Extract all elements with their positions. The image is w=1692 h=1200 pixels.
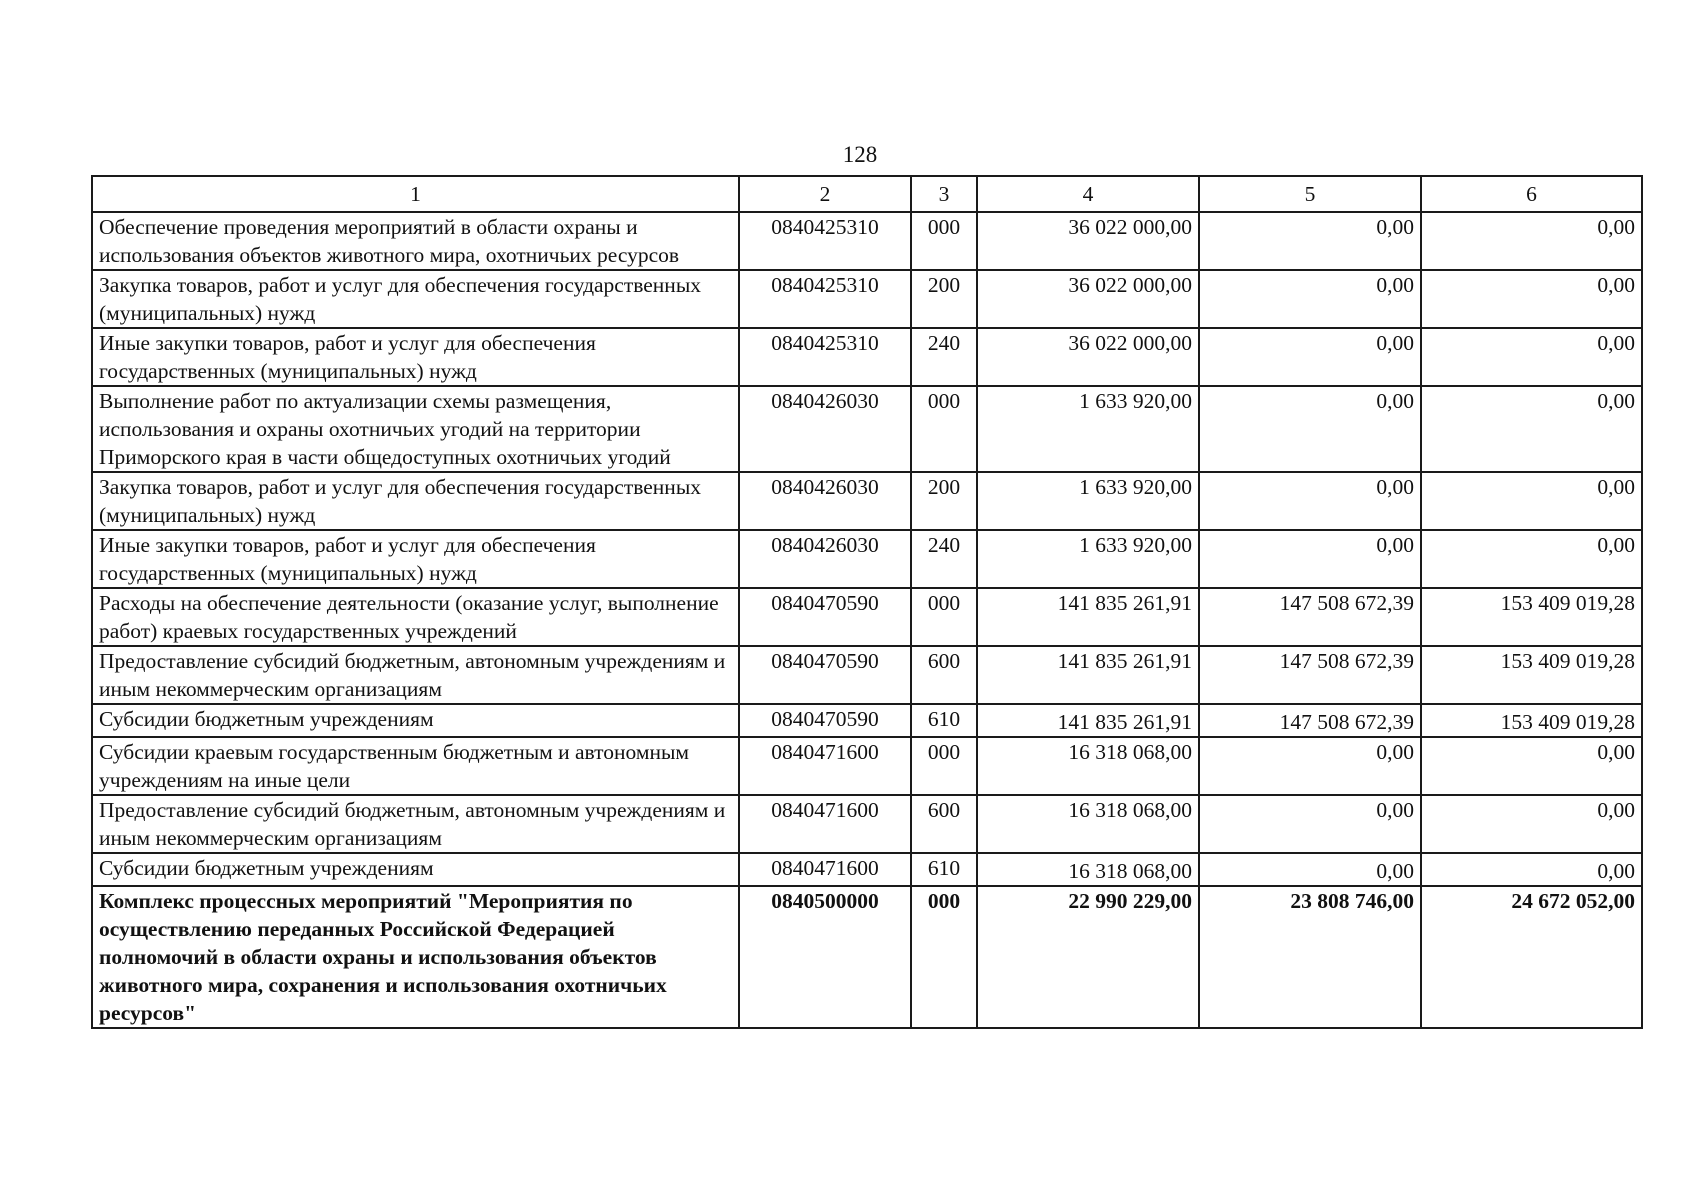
- row-code-cell: 0840470590: [739, 704, 911, 737]
- row-name-cell: Комплекс процессных мероприятий "Мероприятия по осуществлению переданных Российской Федерацией полномочий в области охраны и использования объектов животного мира, сохранения и использования охотничьих ресурсов": [92, 886, 739, 1028]
- row-code-cell: 0840426030: [739, 530, 911, 588]
- table-row: [92, 704, 1642, 737]
- table-row: [92, 328, 1642, 386]
- row-value-col4-cell: 141 835 261,91: [977, 588, 1199, 646]
- row-value-col4-cell: 36 022 000,00: [977, 270, 1199, 328]
- table-body: [92, 212, 1642, 1028]
- row-value-col6-cell: 0,00: [1421, 530, 1642, 588]
- table-row: [92, 472, 1642, 530]
- row-value-col4-cell: 141 835 261,91: [977, 704, 1199, 737]
- row-code-cell: 0840425310: [739, 270, 911, 328]
- row-value-col5-cell: 0,00: [1199, 853, 1421, 886]
- table-row: [92, 530, 1642, 588]
- row-value-col6-cell: 0,00: [1421, 472, 1642, 530]
- row-name-cell: Иные закупки товаров, работ и услуг для обеспечения государственных (муниципальных) нужд: [92, 530, 739, 588]
- column-header-1: 1: [92, 176, 739, 212]
- row-value-col4-cell: 1 633 920,00: [977, 386, 1199, 472]
- row-value-col5-cell: 0,00: [1199, 386, 1421, 472]
- row-name-cell: Закупка товаров, работ и услуг для обеспечения государственных (муниципальных) нужд: [92, 472, 739, 530]
- table-row: [92, 588, 1642, 646]
- row-expense-type-cell: 000: [911, 886, 977, 1028]
- budget-table: [91, 175, 1643, 1029]
- row-name-cell: Закупка товаров, работ и услуг для обеспечения государственных (муниципальных) нужд: [92, 270, 739, 328]
- row-code-cell: 0840425310: [739, 212, 911, 270]
- row-value-col5-cell: 0,00: [1199, 328, 1421, 386]
- row-name-cell: Субсидии краевым государственным бюджетным и автономным учреждениям на иные цели: [92, 737, 739, 795]
- table-row: [92, 886, 1642, 1028]
- row-value-col6-cell: 153 409 019,28: [1421, 646, 1642, 704]
- row-expense-type-cell: 240: [911, 328, 977, 386]
- row-value-col6-cell: 153 409 019,28: [1421, 588, 1642, 646]
- row-name-cell: Субсидии бюджетным учреждениям: [92, 704, 739, 737]
- table-row: [92, 795, 1642, 853]
- row-expense-type-cell: 000: [911, 737, 977, 795]
- row-value-col4-cell: 1 633 920,00: [977, 472, 1199, 530]
- row-value-col5-cell: 0,00: [1199, 737, 1421, 795]
- row-value-col5-cell: 0,00: [1199, 270, 1421, 328]
- row-value-col5-cell: 0,00: [1199, 472, 1421, 530]
- row-value-col6-cell: 0,00: [1421, 853, 1642, 886]
- row-value-col4-cell: 36 022 000,00: [977, 212, 1199, 270]
- row-value-col6-cell: 0,00: [1421, 270, 1642, 328]
- row-expense-type-cell: 000: [911, 588, 977, 646]
- row-code-cell: 0840425310: [739, 328, 911, 386]
- table-row: [92, 386, 1642, 472]
- row-value-col6-cell: 0,00: [1421, 737, 1642, 795]
- row-code-cell: 0840471600: [739, 737, 911, 795]
- row-value-col5-cell: 0,00: [1199, 530, 1421, 588]
- column-header-6: 6: [1421, 176, 1642, 212]
- row-value-col6-cell: 24 672 052,00: [1421, 886, 1642, 1028]
- row-value-col5-cell: 0,00: [1199, 795, 1421, 853]
- row-value-col4-cell: 141 835 261,91: [977, 646, 1199, 704]
- row-value-col6-cell: 0,00: [1421, 212, 1642, 270]
- row-value-col5-cell: 147 508 672,39: [1199, 588, 1421, 646]
- column-header-4: 4: [977, 176, 1199, 212]
- row-name-cell: Субсидии бюджетным учреждениям: [92, 853, 739, 886]
- row-code-cell: 0840471600: [739, 795, 911, 853]
- table-row: [92, 270, 1642, 328]
- row-name-cell: Иные закупки товаров, работ и услуг для обеспечения государственных (муниципальных) нужд: [92, 328, 739, 386]
- row-value-col6-cell: 0,00: [1421, 795, 1642, 853]
- row-expense-type-cell: 600: [911, 646, 977, 704]
- table-row: [92, 212, 1642, 270]
- row-expense-type-cell: 200: [911, 472, 977, 530]
- table-row: [92, 853, 1642, 886]
- page-number: 128: [842, 142, 878, 167]
- row-value-col5-cell: 147 508 672,39: [1199, 646, 1421, 704]
- row-code-cell: 0840471600: [739, 853, 911, 886]
- row-name-cell: Обеспечение проведения мероприятий в области охраны и использования объектов животного мира, охотничьих ресурсов: [92, 212, 739, 270]
- row-value-col4-cell: 16 318 068,00: [977, 737, 1199, 795]
- row-code-cell: 0840470590: [739, 646, 911, 704]
- row-code-cell: 0840470590: [739, 588, 911, 646]
- row-name-cell: Выполнение работ по актуализации схемы размещения, использования и охраны охотничьих угодий на территории Приморского края в части общедоступных охотничьих угодий: [92, 386, 739, 472]
- column-header-3: 3: [911, 176, 977, 212]
- row-expense-type-cell: 200: [911, 270, 977, 328]
- row-value-col4-cell: 16 318 068,00: [977, 853, 1199, 886]
- row-value-col6-cell: 153 409 019,28: [1421, 704, 1642, 737]
- row-value-col4-cell: 1 633 920,00: [977, 530, 1199, 588]
- row-code-cell: 0840426030: [739, 472, 911, 530]
- table-row: [92, 737, 1642, 795]
- row-value-col4-cell: 36 022 000,00: [977, 328, 1199, 386]
- row-code-cell: 0840426030: [739, 386, 911, 472]
- row-expense-type-cell: 000: [911, 212, 977, 270]
- column-header-5: 5: [1199, 176, 1421, 212]
- row-name-cell: Предоставление субсидий бюджетным, автономным учреждениям и иным некоммерческим организациям: [92, 795, 739, 853]
- row-value-col5-cell: 0,00: [1199, 212, 1421, 270]
- row-value-col6-cell: 0,00: [1421, 328, 1642, 386]
- row-value-col5-cell: 147 508 672,39: [1199, 704, 1421, 737]
- row-code-cell: 0840500000: [739, 886, 911, 1028]
- row-expense-type-cell: 600: [911, 795, 977, 853]
- row-value-col6-cell: 0,00: [1421, 386, 1642, 472]
- header-row: [92, 176, 1642, 212]
- row-expense-type-cell: 610: [911, 704, 977, 737]
- row-name-cell: Предоставление субсидий бюджетным, автономным учреждениям и иным некоммерческим организациям: [92, 646, 739, 704]
- row-expense-type-cell: 240: [911, 530, 977, 588]
- row-expense-type-cell: 610: [911, 853, 977, 886]
- table-row: [92, 646, 1642, 704]
- row-value-col4-cell: 22 990 229,00: [977, 886, 1199, 1028]
- row-value-col4-cell: 16 318 068,00: [977, 795, 1199, 853]
- row-name-cell: Расходы на обеспечение деятельности (оказание услуг, выполнение работ) краевых государственных учреждений: [92, 588, 739, 646]
- row-expense-type-cell: 000: [911, 386, 977, 472]
- row-value-col5-cell: 23 808 746,00: [1199, 886, 1421, 1028]
- column-header-2: 2: [739, 176, 911, 212]
